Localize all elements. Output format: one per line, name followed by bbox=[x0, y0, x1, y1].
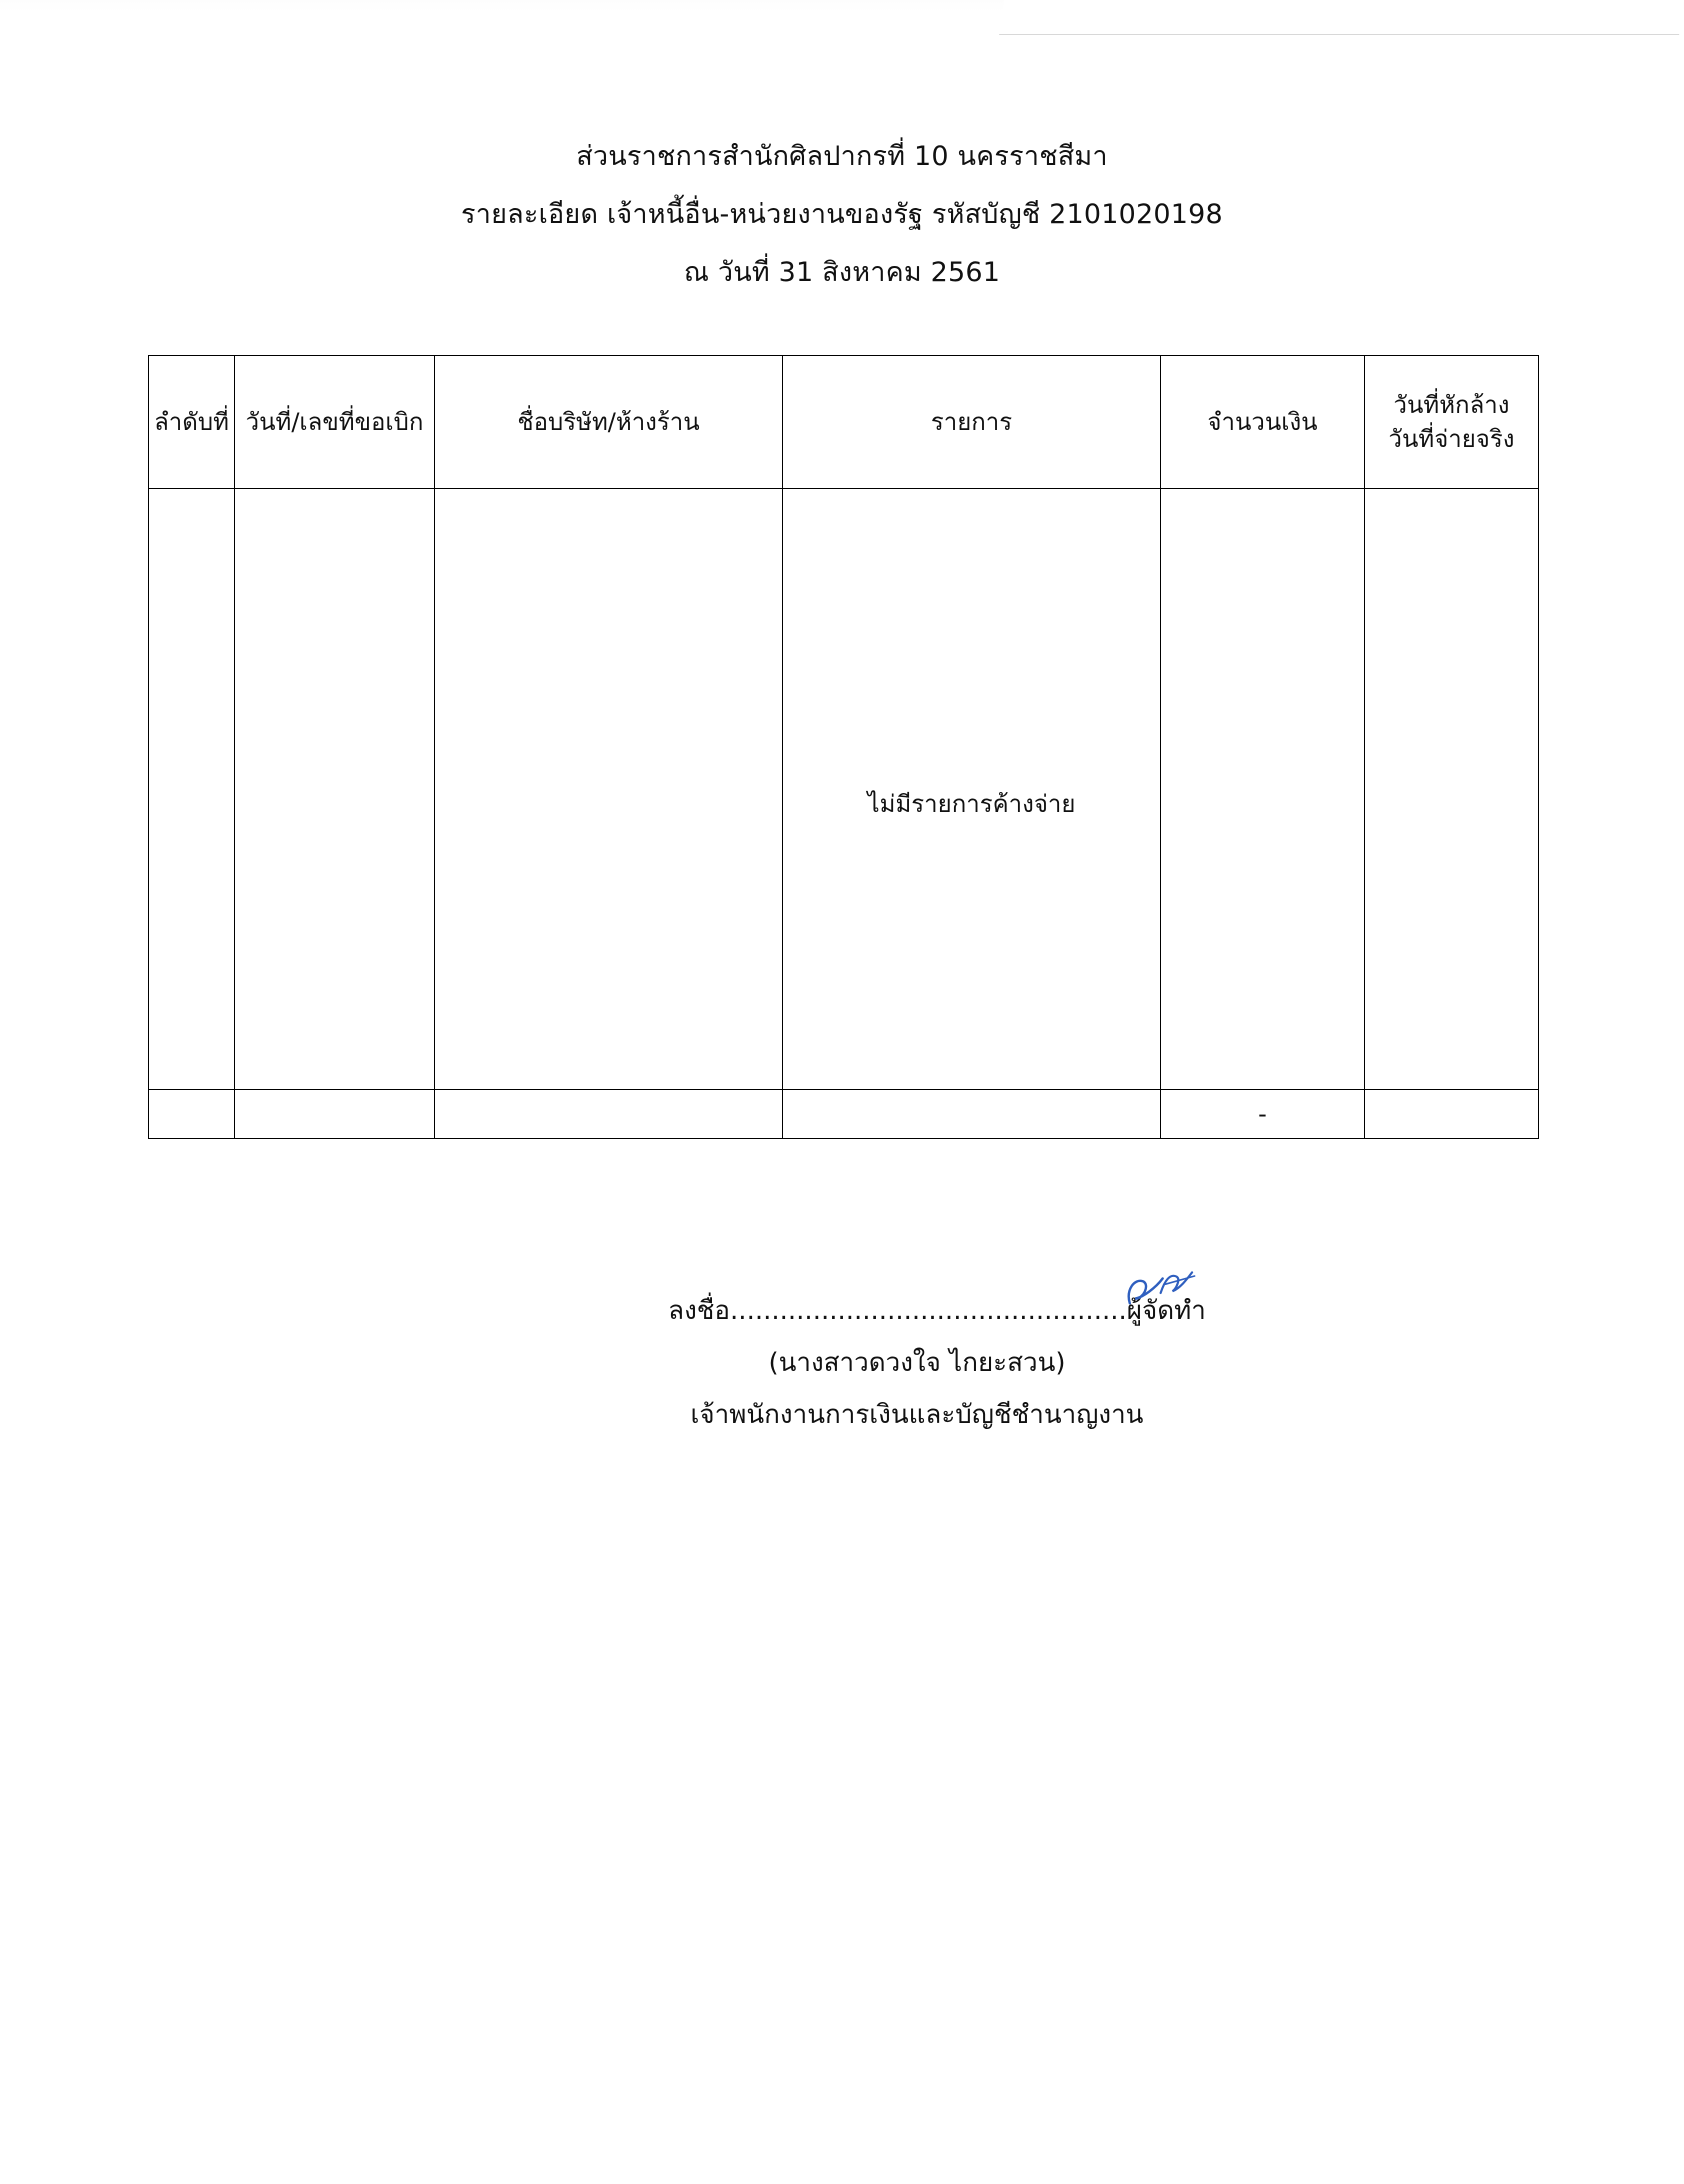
column-header-item: รายการ bbox=[783, 356, 1161, 489]
total-cell-seq bbox=[149, 1090, 235, 1139]
column-header-amount: จำนวนเงิน bbox=[1161, 356, 1365, 489]
column-header-offset-date bbox=[1365, 356, 1539, 489]
page-top-edge bbox=[0, 0, 1684, 12]
cell-date-no bbox=[235, 489, 435, 1090]
signature-line: ลงชื่อ................................................ผู้จัดทำ bbox=[668, 1296, 1206, 1326]
header-line-1: ส่วนราชการสำนักศิลปากรที่ 10 นครราชสีมา bbox=[576, 141, 1108, 172]
cell-seq bbox=[149, 489, 235, 1090]
total-cell-amount: - bbox=[1161, 1090, 1365, 1139]
total-cell-date-no bbox=[235, 1090, 435, 1139]
column-header-seq: ลำดับที่ bbox=[149, 356, 235, 489]
header-line-2: รายละเอียด เจ้าหนี้อื่น-หน่วยงานของรัฐ รหัสบัญชี 2101020198 bbox=[461, 199, 1223, 230]
signature-block bbox=[0, 1285, 1684, 1441]
total-cell-offset-date bbox=[1365, 1090, 1539, 1139]
cell-offset-date bbox=[1365, 489, 1539, 1090]
column-header-company: ชื่อบริษัท/ห้างร้าน bbox=[435, 356, 783, 489]
offset-date-label-line2: วันที่จ่ายจริง bbox=[1388, 425, 1515, 453]
document-header bbox=[0, 128, 1684, 302]
creditor-detail-table bbox=[148, 355, 1538, 1139]
page-corner-fold bbox=[999, 0, 1684, 35]
offset-date-label-line1: วันที่หักล้าง bbox=[1393, 391, 1510, 419]
total-cell-company bbox=[435, 1090, 783, 1139]
header-line-3: ณ วันที่ 31 สิงหาคม 2561 bbox=[683, 257, 1001, 288]
table-row bbox=[149, 489, 1539, 1090]
total-cell-item bbox=[783, 1090, 1161, 1139]
signer-name: (นางสาวดวงใจ ไกยะสวน) bbox=[768, 1348, 1066, 1378]
column-header-date-no: วันที่/เลขที่ขอเบิก bbox=[235, 356, 435, 489]
signer-position: เจ้าพนักงานการเงินและบัญชีชำนาญงาน bbox=[690, 1400, 1144, 1430]
cell-company bbox=[435, 489, 783, 1090]
cell-item: ไม่มีรายการค้างจ่าย bbox=[783, 489, 1161, 1090]
table-total-row bbox=[149, 1090, 1539, 1139]
table-header-row bbox=[149, 356, 1539, 489]
cell-amount bbox=[1161, 489, 1365, 1090]
